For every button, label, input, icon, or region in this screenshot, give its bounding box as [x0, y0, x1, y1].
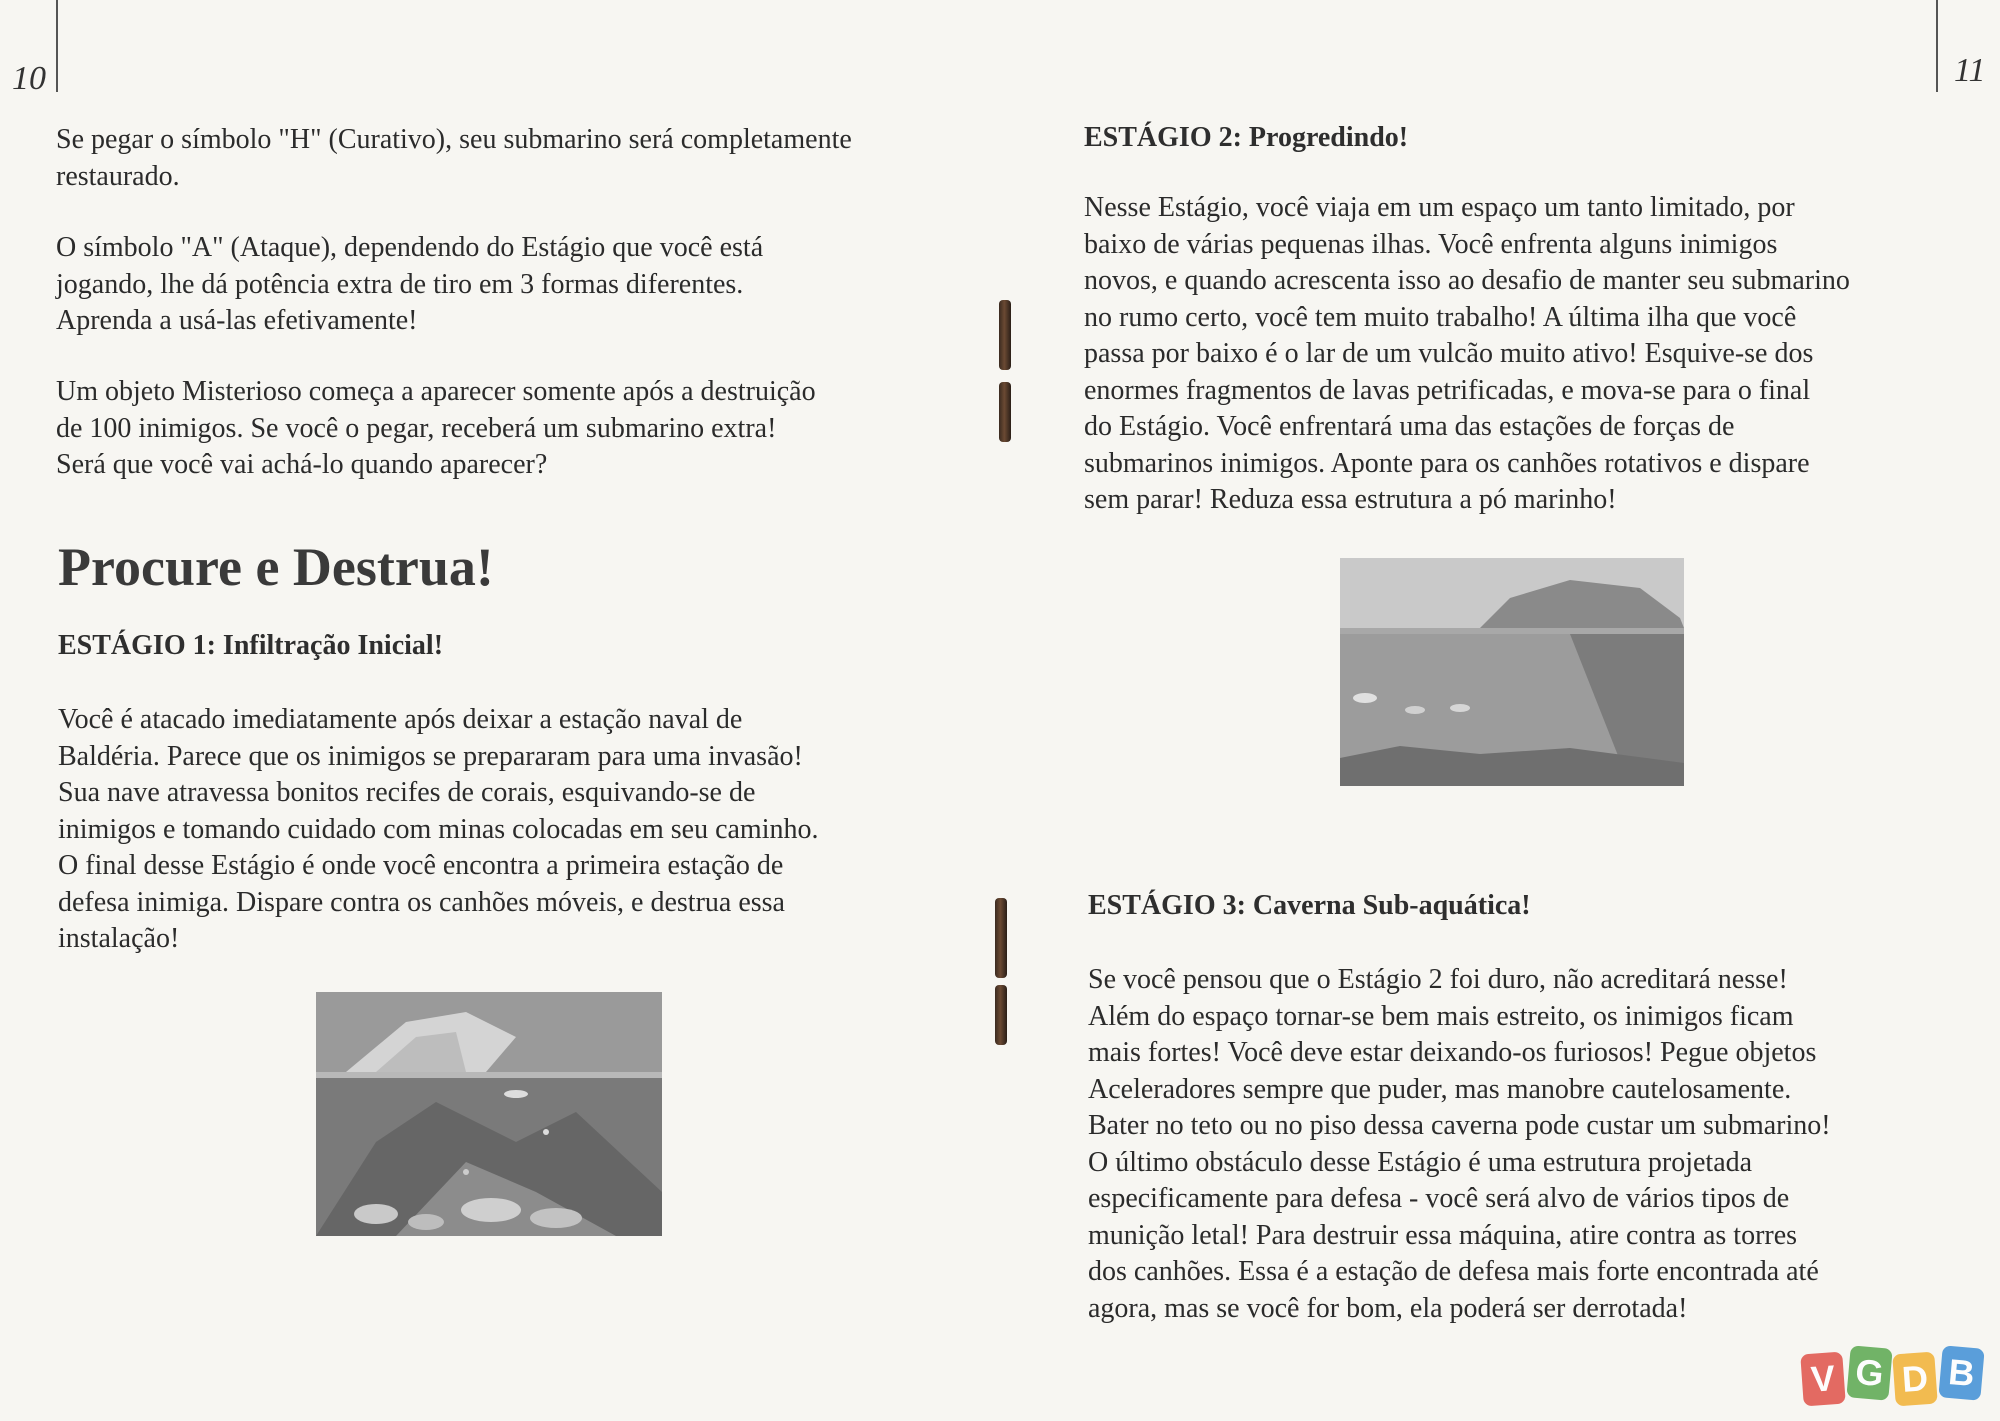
section-heading: Procure e Destrua!: [58, 537, 494, 597]
stage3-title: ESTÁGIO 3: Caverna Sub-aquática!: [1088, 890, 1531, 921]
watermark-tile: D: [1892, 1352, 1938, 1407]
paragraph-ataque: O símbolo "A" (Ataque), dependendo do Estágio que você está jogando, lhe dá potência extra de tiro em 3 formas diferentes. Aprenda a usá-las efetivamente!: [56, 232, 764, 336]
vgdb-watermark-logo: [1802, 1350, 1982, 1405]
stage2-screenshot-image: [1340, 558, 1684, 786]
right-page-rule: [1936, 0, 1938, 92]
watermark-tile: B: [1938, 1345, 1984, 1400]
paragraph-curativo: Se pegar o símbolo "H" (Curativo), seu submarino será completamente restaurado.: [56, 124, 852, 192]
stage2-text: Nesse Estágio, você viaja em um espaço um tanto limitado, por baixo de várias pequenas ilhas. Você enfrenta alguns inimigos novos, e quando acrescenta isso ao desafio de manter seu submarino no rumo certo, você tem muito trabalho! A última ilha que você passa por baixo é o lar de um vulcão muito ativo! Esquive-se dos enormes fragmentos de lavas petrificadas, e mova-se para o final do Estágio. Você enfrentará uma das estações de forças de submarinos inimigos. Aponte para os canhões rotativos e dispare sem parar! Reduza essa estrutura a pó marinho!: [1084, 192, 1850, 515]
right-page: [1000, 0, 2000, 1421]
right-page-number: 11: [1954, 52, 1986, 89]
stage1-screenshot-image: [316, 992, 662, 1236]
stage2-title: ESTÁGIO 2: Progredindo!: [1084, 122, 1409, 153]
left-page-number: 10: [12, 60, 46, 97]
stage1-title: ESTÁGIO 1: Infiltração Inicial!: [58, 630, 444, 661]
paragraph-misterioso: Um objeto Misterioso começa a aparecer somente após a destruição de 100 inimigos. Se você o pegar, receberá um submarino extra! Será que você vai achá-lo quando aparecer?: [56, 376, 816, 480]
stage3-text: Se você pensou que o Estágio 2 foi duro, não acreditará nesse! Além do espaço tornar-se bem mais estreito, os inimigos ficam mais fortes! Você deve estar deixando-os furiosos! Pegue objetos Aceleradores sempre que puder, mas manobre cautelosamente. Bater no teto ou no piso dessa caverna pode custar um submarino! O último obstáculo desse Estágio é uma estrutura projetada especificamente para defesa - você será alvo de vários tipos de munição letal! Para destruir essa máquina, atire contra as torres dos canhões. Essa é a estação de defesa mais forte encontrada até agora, mas se você for bom, ela poderá ser derrotada!: [1088, 964, 1831, 1324]
left-page-rule: [56, 0, 58, 92]
watermark-tile: G: [1846, 1345, 1892, 1400]
stage1-text: Você é atacado imediatamente após deixar a estação naval de Baldéria. Parece que os inimigos se prepararam para uma invasão! Sua nave atravessa bonitos recifes de corais, esquivando-se de inimigos e tomando cuidado com minas colocadas em seu caminho. O final desse Estágio é onde você encontra a primeira estação de defesa inimiga. Dispare contra os canhões móveis, e destrua essa instalação!: [58, 704, 819, 954]
watermark-tile: V: [1800, 1352, 1846, 1407]
